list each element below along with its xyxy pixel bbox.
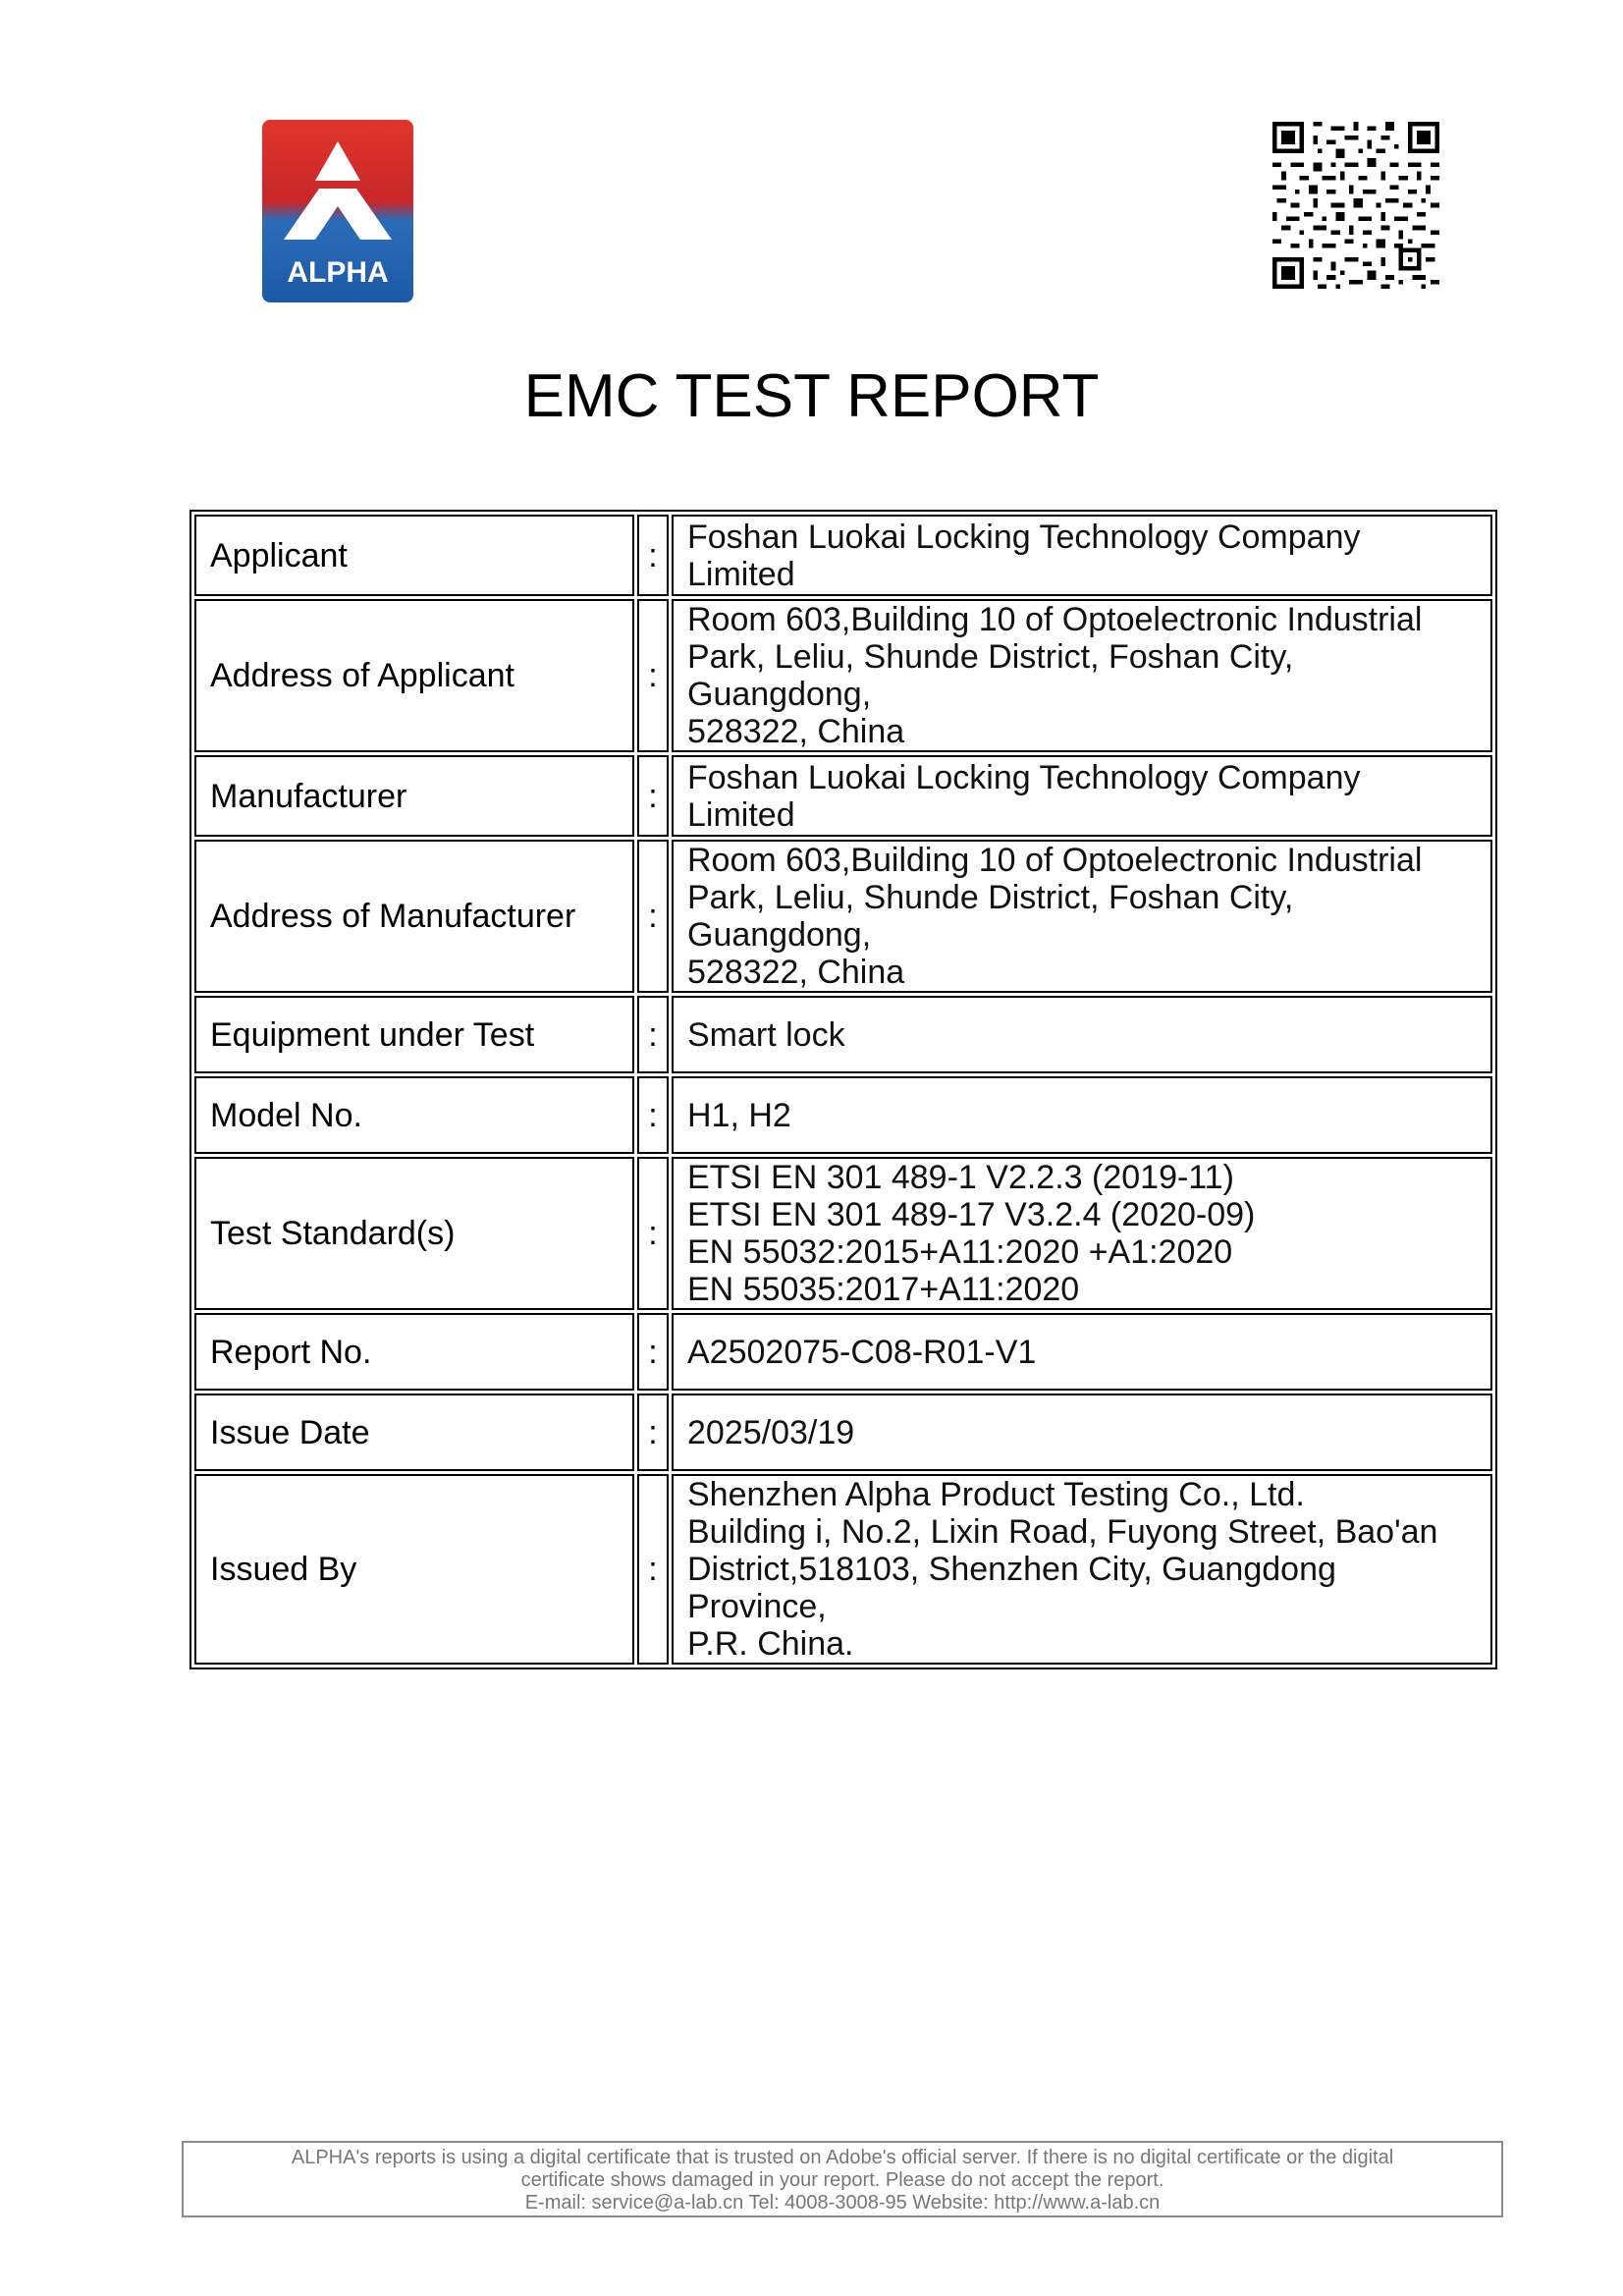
row-label: Equipment under Test <box>194 996 634 1073</box>
row-label: Address of Manufacturer <box>194 840 634 993</box>
table-row <box>194 1394 1492 1471</box>
value-line: ETSI EN 301 489-17 V3.2.4 (2020-09) <box>687 1196 1256 1233</box>
value-line: Smart lock <box>687 1015 845 1054</box>
table-row <box>194 1076 1492 1154</box>
row-value <box>672 755 1492 837</box>
row-label: Address of Applicant <box>194 599 634 752</box>
value-line: EN 55032:2015+A11:2020 +A1:2020 <box>687 1233 1233 1271</box>
row-value <box>672 1157 1492 1310</box>
row-value <box>672 1474 1492 1665</box>
row-label: Issued By <box>194 1474 634 1665</box>
row-separator: : <box>637 599 669 752</box>
row-label: Issue Date <box>194 1394 634 1471</box>
table-row <box>194 840 1492 993</box>
row-separator: : <box>637 515 669 596</box>
value-line: Room 603,Building 10 of Optoelectronic Industrial <box>687 842 1423 879</box>
table-row <box>194 515 1492 596</box>
row-value <box>672 996 1492 1073</box>
row-separator: : <box>637 1313 669 1391</box>
table-row <box>194 996 1492 1073</box>
row-separator: : <box>637 1394 669 1471</box>
alpha-logo <box>262 120 413 302</box>
table-row <box>194 1313 1492 1391</box>
footer-line: certificate shows damaged in your report. Please do not accept the report. <box>520 2169 1164 2191</box>
value-line: Park, Leliu, Shunde District, Foshan City, Guangdong, <box>687 638 1294 713</box>
row-value <box>672 1313 1492 1391</box>
value-line: 528322, China <box>687 713 905 750</box>
table-row <box>194 1157 1492 1310</box>
value-line: Foshan Luokai Locking Technology Company Limited <box>687 758 1361 834</box>
page-title: EMC TEST REPORT <box>523 362 1100 430</box>
footer-disclaimer <box>182 2141 1503 2217</box>
row-separator: : <box>637 1157 669 1310</box>
value-line: 528322, China <box>687 954 905 991</box>
table-row <box>194 1474 1492 1665</box>
row-value <box>672 840 1492 993</box>
value-line: Building i, No.2, Lixin Road, Fuyong Street, Bao'an <box>687 1513 1438 1551</box>
value-line: ETSI EN 301 489-1 V2.2.3 (2019-11) <box>687 1159 1234 1196</box>
value-line: EN 55035:2017+A11:2020 <box>687 1271 1080 1308</box>
row-separator: : <box>637 840 669 993</box>
qr-code-icon <box>1272 122 1439 289</box>
value-line: P.R. China. <box>687 1625 854 1663</box>
row-separator: : <box>637 996 669 1073</box>
row-separator: : <box>637 1076 669 1154</box>
footer-contact: E-mail: service@a-lab.cn Tel: 4008-3008-95 Website: http://www.a-lab.cn <box>524 2192 1161 2214</box>
value-line: A2502075-C08-R01-V1 <box>687 1333 1037 1371</box>
value-line: District,518103, Shenzhen City, Guangdong Province, <box>687 1551 1336 1625</box>
row-value <box>672 1076 1492 1154</box>
row-label: Test Standard(s) <box>194 1157 634 1310</box>
row-value <box>672 1394 1492 1471</box>
row-label: Applicant <box>194 515 634 596</box>
row-value <box>672 599 1492 752</box>
table-row <box>194 599 1492 752</box>
value-line: Foshan Luokai Locking Technology Company Limited <box>687 518 1361 593</box>
value-line: H1, H2 <box>687 1096 791 1134</box>
row-label: Report No. <box>194 1313 634 1391</box>
report-info-table <box>189 510 1497 1669</box>
row-label: Model No. <box>194 1076 634 1154</box>
logo-text: ALPHA <box>287 256 389 289</box>
row-separator: : <box>637 1474 669 1665</box>
footer-line: ALPHA's reports is using a digital certificate that is trusted on Adobe's official server. If there is no digital certificate or the digital <box>291 2147 1394 2168</box>
row-label: Manufacturer <box>194 755 634 837</box>
table-row <box>194 755 1492 837</box>
row-separator: : <box>637 755 669 837</box>
value-line: Room 603,Building 10 of Optoelectronic Industrial <box>687 601 1423 638</box>
value-line: Shenzhen Alpha Product Testing Co., Ltd. <box>687 1476 1305 1513</box>
row-value <box>672 515 1492 596</box>
value-line: 2025/03/19 <box>687 1413 855 1451</box>
value-line: Park, Leliu, Shunde District, Foshan City, Guangdong, <box>687 879 1294 954</box>
